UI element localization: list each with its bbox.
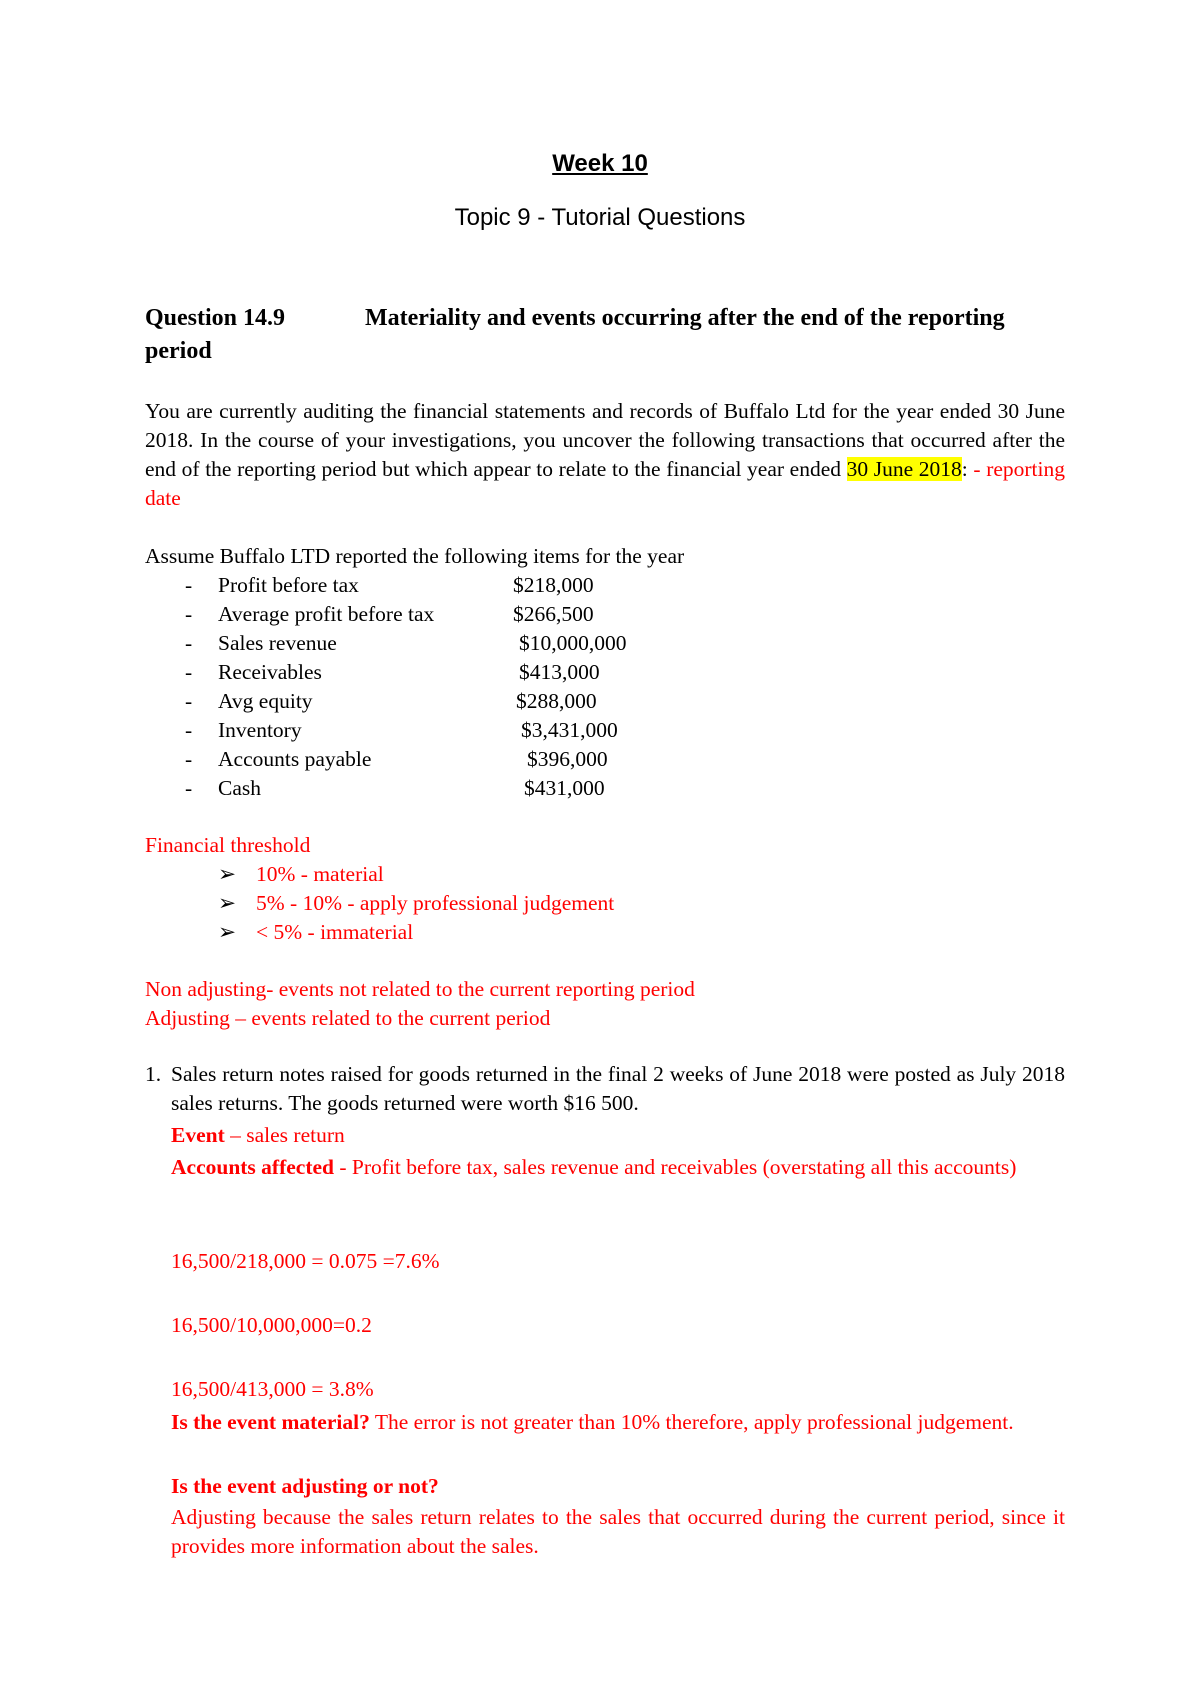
item-label: Average profit before tax — [218, 602, 435, 626]
intro-colon: : — [961, 457, 974, 481]
item-label: Receivables — [218, 660, 322, 684]
calculation-1: 16,500/218,000 = 0.075 =7.6% — [171, 1249, 440, 1273]
non-adjusting-definition: Non adjusting- events not related to the current reporting period — [145, 977, 695, 1001]
intro-text: You are currently auditing the financial statements and records of Buffalo Ltd for the year ended 30 June 2018. In the course of your investigations, you uncover the following transactions that occurred after the end of the reporting period but which appear to relate to the financial year ended — [145, 399, 1065, 481]
item-value: $10,000,000 — [519, 631, 627, 655]
item-label: Sales revenue — [218, 631, 337, 655]
intro-paragraph — [145, 397, 1065, 513]
item-value: $266,500 — [513, 602, 594, 626]
page-title: Week 10 — [552, 150, 648, 177]
reported-items-lead: Assume Buffalo LTD reported the following items for the year — [145, 544, 685, 568]
materiality-text: The error is not greater than 10% therefore, apply professional judgement. — [369, 1410, 1014, 1434]
threshold-bullet: ➢ < 5% - immaterial — [218, 918, 413, 947]
accounts-affected — [171, 1153, 1065, 1182]
calculation-2: 16,500/10,000,000=0.2 — [171, 1313, 372, 1337]
arrow-bullet-icon: ➢ — [218, 891, 237, 915]
question-number: Question 14.9 — [145, 305, 286, 331]
event-line — [171, 1121, 1065, 1150]
question-item-1 — [145, 1060, 1065, 1118]
arrow-bullet-icon: ➢ — [218, 920, 237, 944]
question-title: Materiality and events occurring after the end of the reporting period — [145, 305, 1005, 364]
reporting-date-note: - reporting date — [145, 457, 1065, 510]
reporting-date-highlight: 30 June 2018 — [846, 457, 962, 481]
threshold-title: Financial threshold — [145, 833, 311, 857]
threshold-bullet: ➢ 5% - 10% - apply professional judgement — [218, 889, 614, 918]
item-text: Sales return notes raised for goods returned in the final 2 weeks of June 2018 were posted as July 2018 sales returns. The goods returned were worth $16 500. — [171, 1062, 1065, 1115]
event-label: Event — [171, 1123, 225, 1147]
item-label: Profit before tax — [218, 573, 359, 597]
item-value: $396,000 — [527, 747, 608, 771]
item-label: Accounts payable — [218, 747, 372, 771]
item-value: $431,000 — [524, 776, 605, 800]
document-page: Week 10 Topic 9 - Tutorial Questions Question 14.9 Materiality and events occurring after the end of the reporting period You are currently auditing the financial statements and records of Buffalo Ltd for the year ended 30 June 2018. In the course of your investigations, you uncover the following transactions that occurred after the end of the reporting period but which appear to relate to the financial year ended 30 June 2018: - reporting date Assume Buffalo LTD reported the following items for the year - Profit before tax $218,000 - Average profit before tax $266,500 - Sales revenue $10,000,000 - Receivables $413,000 - Avg equity $288,000 - Inventory $3,431,000 - Accounts payable $396,000 - Cash $431,000 Financial threshold ➢ 10% - material ➢ 5% - 10% - apply professional judgement ➢ < 5% - immaterial Non adjusting- events not related to the current reporting period Adjusting – events related to the current period 1. Sales return notes raised for goods returned in the final 2 weeks of June 2018 were posted as July 2018 sales returns. The goods returned were worth $16 500. Event – sales return Accounts affected - Profit before tax, sales revenue and receivables (overstating all this accounts) 16,500/218,000 = 0.075 =7.6% 16,500/10,000,000=0.2 16,500/413,000 = 3.8% Is the event material? The error is not greater than 10% therefore, apply professional judgement. Is the event adjusting or not? Adjusting because the sales return relates to the sales that occurred during the current period, since it provides more information about the sales. — [0, 0, 1200, 1698]
item-label: Cash — [218, 776, 261, 800]
threshold-bullet: ➢ 10% - material — [218, 860, 384, 889]
adjusting-question: Is the event adjusting or not? — [171, 1474, 439, 1498]
item-number: 1. — [145, 1062, 162, 1086]
item-label: Avg equity — [218, 689, 313, 713]
item-value: $413,000 — [519, 660, 600, 684]
calculation-3: 16,500/413,000 = 3.8% — [171, 1377, 374, 1401]
accounts-label: Accounts affected — [171, 1155, 334, 1179]
materiality-question: Is the event material? — [171, 1410, 370, 1434]
event-text: – sales return — [224, 1123, 345, 1147]
item-value: $3,431,000 — [521, 718, 618, 742]
item-value: $218,000 — [513, 573, 594, 597]
materiality-answer — [171, 1408, 1065, 1437]
item-label: Inventory — [218, 718, 302, 742]
page-subtitle: Topic 9 - Tutorial Questions — [454, 204, 746, 231]
adjusting-answer: Adjusting because the sales return relates to the sales that occurred during the current period, since it provides more information about the sales. — [171, 1505, 1065, 1558]
accounts-text: - Profit before tax, sales revenue and receivables (overstating all this accounts) — [334, 1155, 1017, 1179]
question-heading — [145, 302, 1065, 368]
item-value: $288,000 — [516, 689, 597, 713]
arrow-bullet-icon: ➢ — [218, 862, 237, 886]
adjusting-definition: Adjusting – events related to the current period — [145, 1006, 551, 1030]
